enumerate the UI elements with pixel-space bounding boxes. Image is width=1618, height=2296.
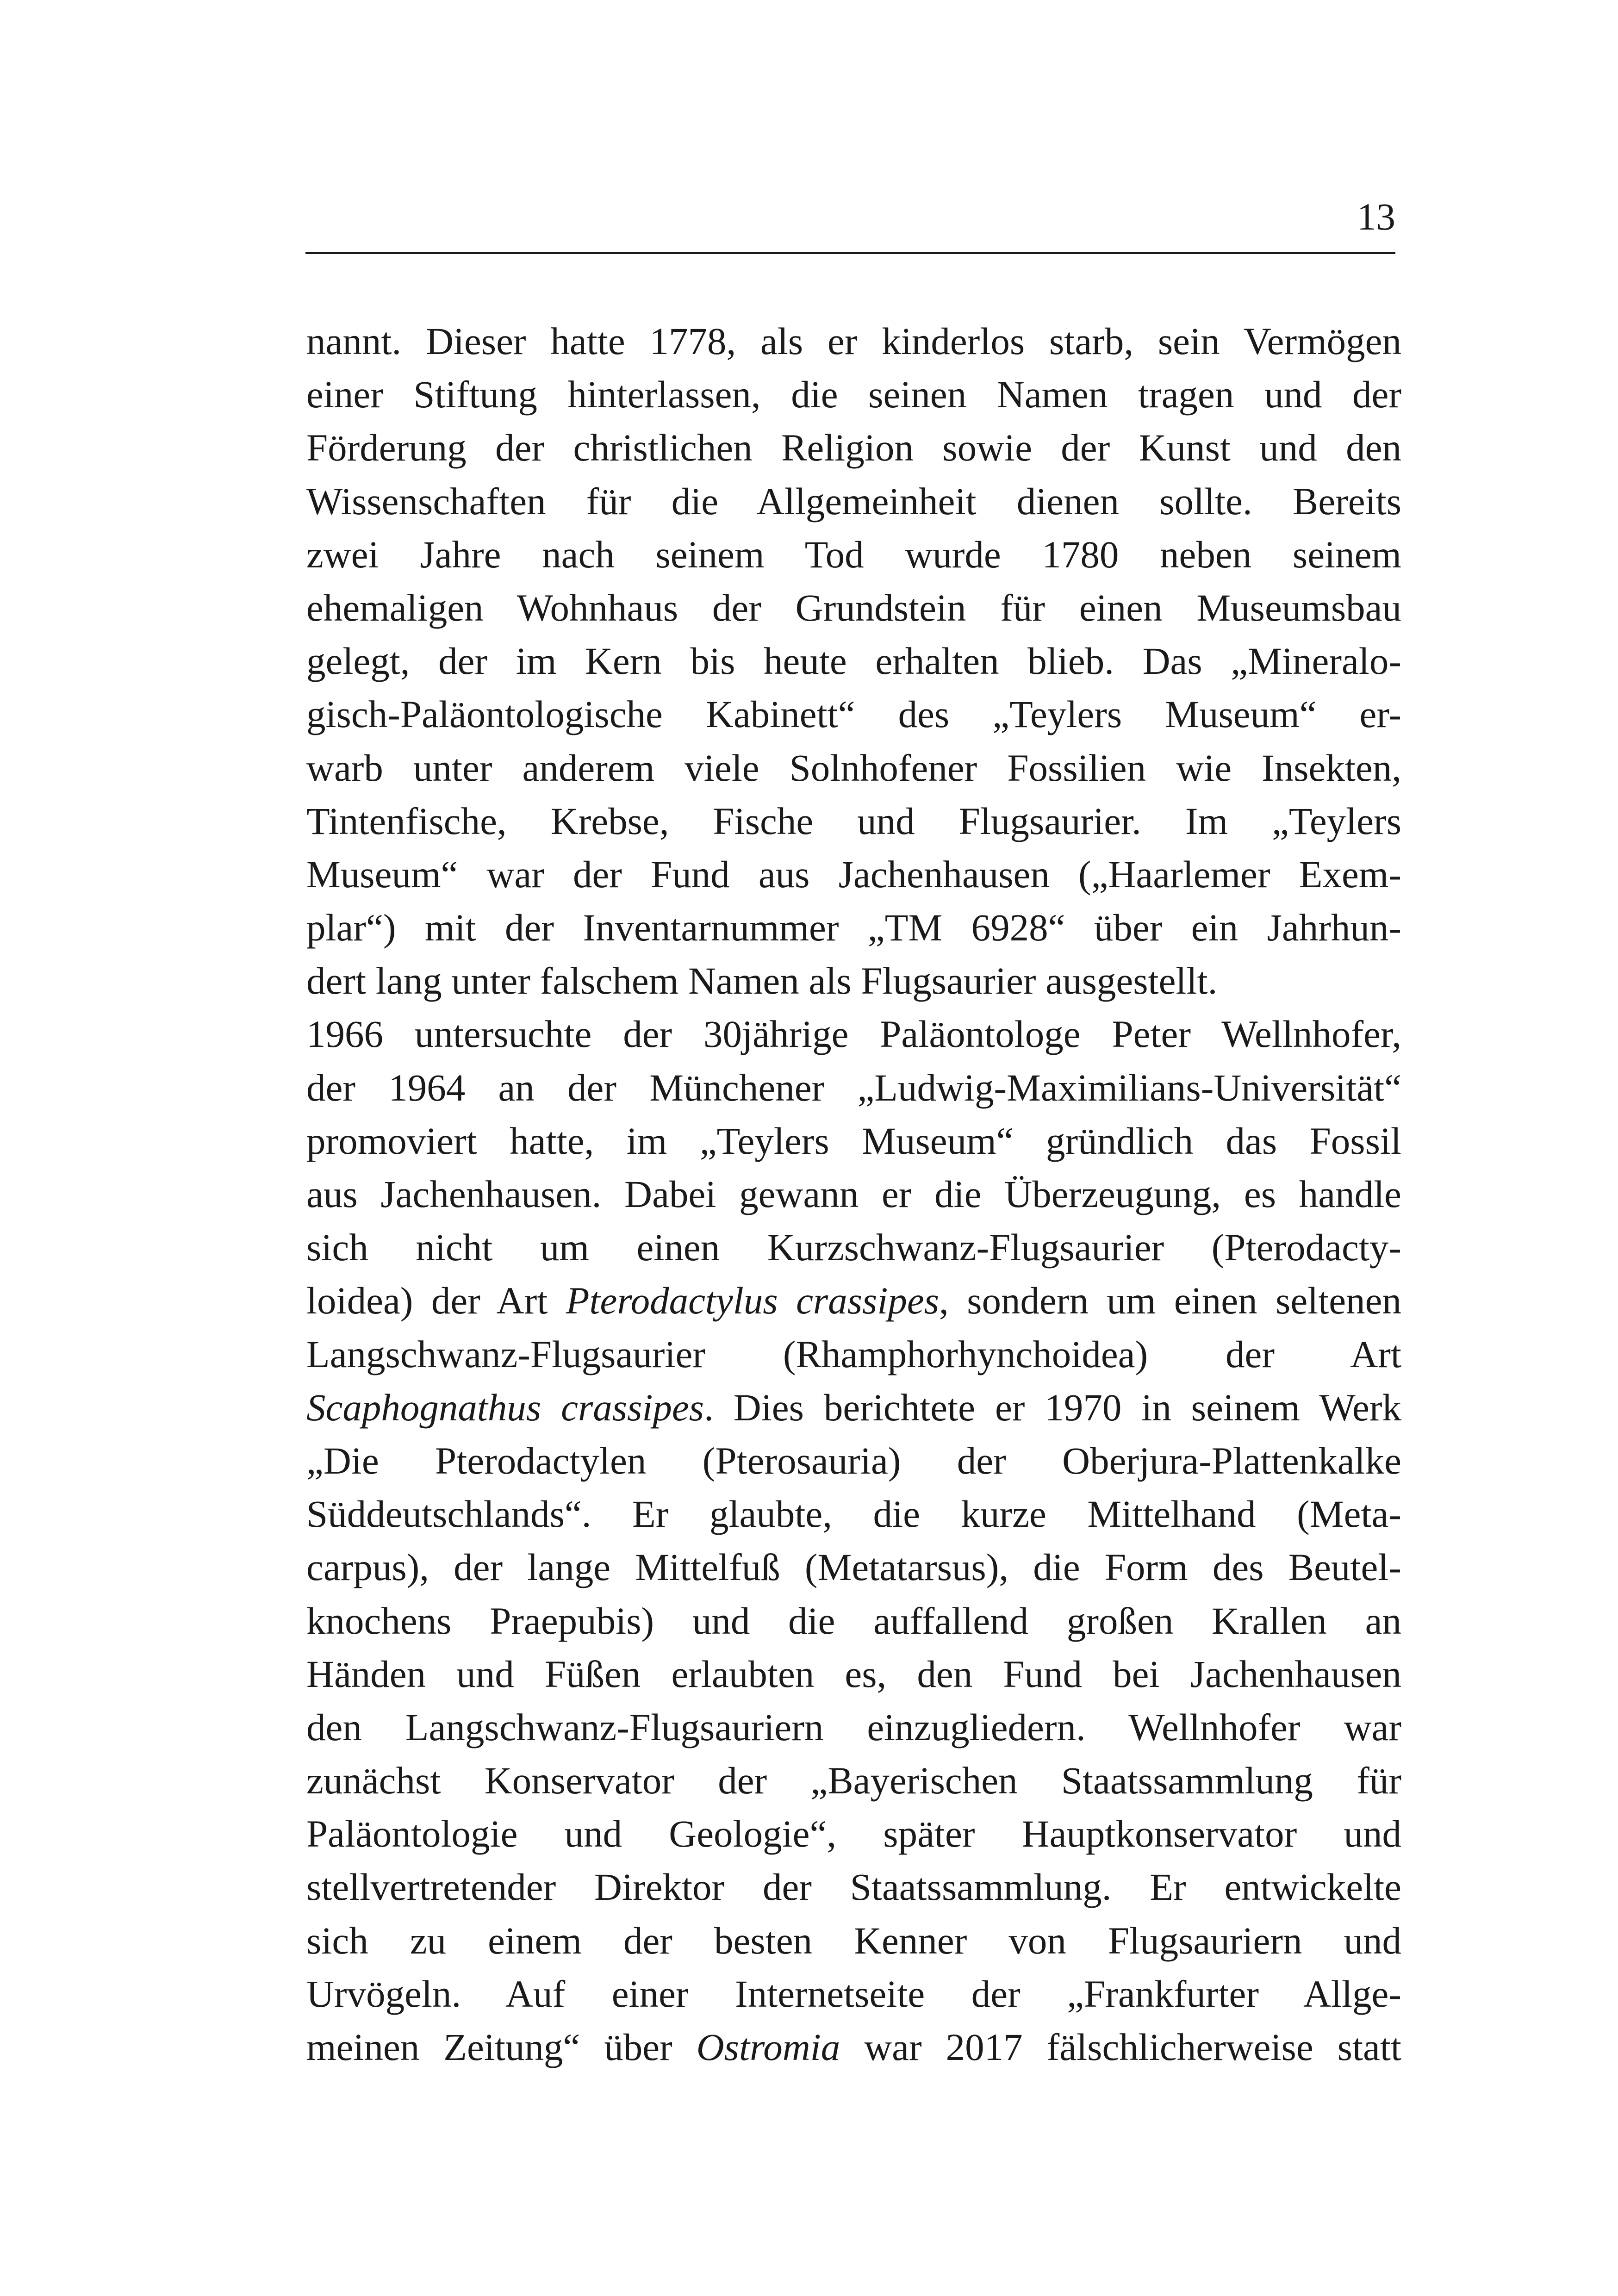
text-line: Süddeutschlands“. Er glaubte, die kurze Mittelhand (Meta- [306, 1493, 1401, 1536]
text-line: Urvögeln. Auf einer Internetseite der „Frankfurter Allge- [306, 1972, 1401, 2015]
text-line [306, 1274, 1401, 1327]
text-line: sich zu einem der besten Kenner von Flugsauriern und [306, 1919, 1401, 1962]
genus-name: Ostromia [696, 2026, 840, 2068]
text-line: gisch-Paläontologische Kabinett“ des „Teylers Museum“ er- [306, 693, 1401, 736]
text-line [306, 2021, 1401, 2074]
text-line: warb unter anderem viele Solnhofener Fossilien wie Insekten, [306, 746, 1401, 789]
species-name: Pterodactylus crassipes [566, 1279, 940, 1322]
body-text [306, 315, 1401, 2074]
species-name: Scaphognathus crassipes [306, 1386, 704, 1429]
text-line: sich nicht um einen Kurzschwanz-Flugsaurier (Pterodacty- [306, 1226, 1401, 1269]
text-line: nannt. Dieser hatte 1778, als er kinderlos starb, sein Vermögen [306, 320, 1401, 362]
text-line: stellvertretender Direktor der Staatssammlung. Er entwickelte [306, 1866, 1401, 1909]
text-line: Wissenschaften für die Allgemeinheit dienen sollte. Bereits [306, 479, 1401, 523]
text-line: Förderung der christlichen Religion sowie der Kunst und den [306, 426, 1401, 469]
line-text: , sondern um einen seltenen [939, 1279, 1401, 1322]
text-line: carpus), der lange Mittelfuß (Metatarsus), die Form des Beutel- [306, 1546, 1401, 1589]
text-line: 1966 untersuchte der 30jährige Paläontologe Peter Wellnhofer, [306, 1013, 1401, 1056]
text-line: den Langschwanz-Flugsauriern einzugliedern. Wellnhofer war [306, 1705, 1401, 1748]
text-line: einer Stiftung hinterlassen, die seinen Namen tragen und der [306, 373, 1401, 416]
text-line: promoviert hatte, im „Teylers Museum“ gründlich das Fossil [306, 1119, 1401, 1162]
text-line: zunächst Konservator der „Bayerischen Staatssammlung für [306, 1759, 1401, 1802]
text-line: Langschwanz-Flugsaurier (Rhamphorhynchoidea) der Art [306, 1332, 1401, 1375]
line-text: . Dies berichtete er 1970 in seinem Werk [704, 1386, 1401, 1429]
text-line: gelegt, der im Kern bis heute erhalten blieb. Das „Mineralo- [306, 640, 1401, 683]
text-line: plar“) mit der Inventarnummer „TM 6928“ über ein Jahrhun- [306, 906, 1401, 949]
line-text: loidea) der Art [306, 1279, 566, 1322]
text-line: Tintenfische, Krebse, Fische und Flugsaurier. Im „Teylers [306, 799, 1401, 842]
text-line: Händen und Füßen erlaubten es, den Fund bei Jachenhausen [306, 1652, 1401, 1695]
header-rule [305, 252, 1395, 254]
text-line [306, 1381, 1401, 1434]
text-line: Paläontologie und Geologie“, später Hauptkonservator und [306, 1812, 1401, 1855]
text-line: aus Jachenhausen. Dabei gewann er die Überzeugung, es handle [306, 1173, 1401, 1215]
text-line: „Die Pterodactylen (Pterosauria) der Oberjura-Plattenkalke [306, 1439, 1401, 1482]
text-line: der 1964 an der Münchener „Ludwig-Maximilians-Universität“ [306, 1066, 1401, 1109]
page-number: 13 [1357, 195, 1395, 238]
line-text: meinen Zeitung“ über [306, 2026, 697, 2068]
text-line: knochens Praepubis) und die auffallend großen Krallen an [306, 1599, 1401, 1642]
text-line: Museum“ war der Fund aus Jachenhausen („Haarlemer Exem- [306, 852, 1401, 896]
text-line: ehemaligen Wohnhaus der Grundstein für einen Museumsbau [306, 586, 1401, 629]
text-line: zwei Jahre nach seinem Tod wurde 1780 neben seinem [306, 533, 1401, 576]
text-line: dert lang unter falschem Namen als Flugsaurier ausgestellt. [306, 959, 1218, 1002]
line-text: war 2017 fälschlicherweise statt [840, 2026, 1401, 2068]
